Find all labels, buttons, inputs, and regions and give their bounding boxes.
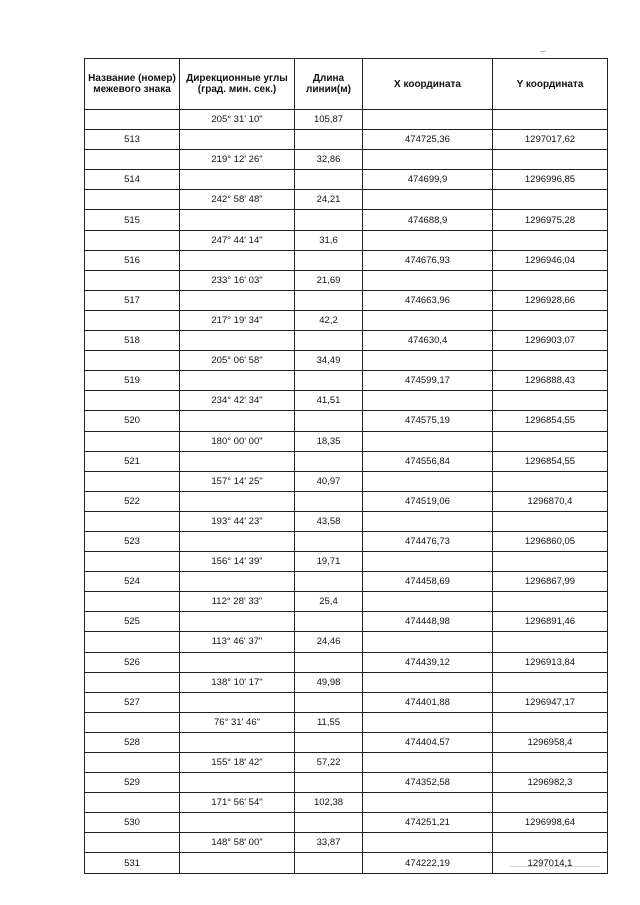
x-coordinate-cell xyxy=(363,270,493,290)
table-row xyxy=(85,692,608,712)
line-length-cell xyxy=(295,130,363,150)
line-length-cell: 57,22 xyxy=(295,753,363,773)
mark-name-cell: 522 xyxy=(85,491,180,511)
table-row xyxy=(85,833,608,853)
y-coordinate-cell xyxy=(493,471,608,491)
x-coordinate-cell xyxy=(363,511,493,531)
direction-angle-cell xyxy=(180,290,295,310)
table-row xyxy=(85,170,608,190)
direction-angle-cell xyxy=(180,451,295,471)
direction-angle-cell xyxy=(180,773,295,793)
x-coordinate-cell xyxy=(363,632,493,652)
y-coordinate-cell xyxy=(493,150,608,170)
mark-name-cell: 518 xyxy=(85,331,180,351)
y-coordinate-cell xyxy=(493,351,608,371)
line-length-cell: 105,87 xyxy=(295,110,363,130)
y-coordinate-cell: 1296982,3 xyxy=(493,773,608,793)
y-coordinate-cell xyxy=(493,712,608,732)
line-length-cell xyxy=(295,411,363,431)
mark-name-cell: 524 xyxy=(85,572,180,592)
line-length-cell xyxy=(295,572,363,592)
mark-name-cell: 525 xyxy=(85,612,180,632)
line-length-cell xyxy=(295,210,363,230)
x-coordinate-cell xyxy=(363,431,493,451)
direction-angle-cell xyxy=(180,411,295,431)
line-length-cell xyxy=(295,491,363,511)
direction-angle-cell xyxy=(180,331,295,351)
table-row xyxy=(85,813,608,833)
line-length-cell xyxy=(295,170,363,190)
table-row xyxy=(85,672,608,692)
table-row xyxy=(85,190,608,210)
direction-angle-cell: 138° 10' 17" xyxy=(180,672,295,692)
direction-angle-cell: 217° 19' 34" xyxy=(180,310,295,330)
line-length-cell xyxy=(295,652,363,672)
y-coordinate-cell: 1296891,46 xyxy=(493,612,608,632)
y-coordinate-cell: 1297017,62 xyxy=(493,130,608,150)
y-coordinate-cell xyxy=(493,552,608,572)
x-coordinate-cell xyxy=(363,712,493,732)
direction-angle-cell xyxy=(180,130,295,150)
x-coordinate-cell xyxy=(363,110,493,130)
mark-name-cell: 517 xyxy=(85,290,180,310)
line-length-cell: 24,21 xyxy=(295,190,363,210)
mark-name-cell xyxy=(85,190,180,210)
header-line-length: Длина линии(м) xyxy=(295,59,363,110)
table-row xyxy=(85,270,608,290)
direction-angle-cell xyxy=(180,813,295,833)
x-coordinate-cell xyxy=(363,672,493,692)
direction-angle-cell: 247° 44' 14" xyxy=(180,230,295,250)
x-coordinate-cell xyxy=(363,552,493,572)
x-coordinate-cell xyxy=(363,391,493,411)
line-length-cell: 25,4 xyxy=(295,592,363,612)
x-coordinate-cell xyxy=(363,753,493,773)
table-row xyxy=(85,632,608,652)
line-length-cell: 32,86 xyxy=(295,150,363,170)
direction-angle-cell: 219° 12' 26" xyxy=(180,150,295,170)
x-coordinate-cell: 474599,17 xyxy=(363,371,493,391)
x-coordinate-cell: 474663,96 xyxy=(363,290,493,310)
mark-name-cell: 530 xyxy=(85,813,180,833)
table-row xyxy=(85,511,608,531)
y-coordinate-cell: 1296867,99 xyxy=(493,572,608,592)
y-coordinate-cell xyxy=(493,672,608,692)
x-coordinate-cell: 474458,69 xyxy=(363,572,493,592)
direction-angle-cell xyxy=(180,853,295,873)
direction-angle-cell: 156° 14' 39" xyxy=(180,552,295,572)
mark-name-cell: 528 xyxy=(85,732,180,752)
table-row xyxy=(85,471,608,491)
y-coordinate-cell xyxy=(493,270,608,290)
line-length-cell xyxy=(295,250,363,270)
direction-angle-cell: 157° 14' 25" xyxy=(180,471,295,491)
direction-angle-cell xyxy=(180,692,295,712)
mark-name-cell: 523 xyxy=(85,531,180,551)
y-coordinate-cell: 1296998,64 xyxy=(493,813,608,833)
direction-angle-cell: 76° 31' 46" xyxy=(180,712,295,732)
x-coordinate-cell xyxy=(363,592,493,612)
line-length-cell: 34,49 xyxy=(295,351,363,371)
boundary-marks-table xyxy=(84,58,608,874)
mark-name-cell xyxy=(85,632,180,652)
mark-name-cell xyxy=(85,471,180,491)
direction-angle-cell xyxy=(180,612,295,632)
line-length-cell xyxy=(295,290,363,310)
x-coordinate-cell: 474676,93 xyxy=(363,250,493,270)
direction-angle-cell: 193° 44' 23" xyxy=(180,511,295,531)
line-length-cell: 18,35 xyxy=(295,431,363,451)
table-row xyxy=(85,230,608,250)
header-mark-name: Название (номер) межевого знака xyxy=(85,59,180,110)
x-coordinate-cell: 474688,9 xyxy=(363,210,493,230)
y-coordinate-cell xyxy=(493,391,608,411)
x-coordinate-cell xyxy=(363,833,493,853)
y-coordinate-cell xyxy=(493,632,608,652)
mark-name-cell xyxy=(85,110,180,130)
y-coordinate-cell: 1296947,17 xyxy=(493,692,608,712)
x-coordinate-cell: 474352,58 xyxy=(363,773,493,793)
line-length-cell: 43,58 xyxy=(295,511,363,531)
header-y-coordinate: Y координата xyxy=(493,59,608,110)
x-coordinate-cell: 474222,19 xyxy=(363,853,493,873)
y-coordinate-cell: 1296870,4 xyxy=(493,491,608,511)
mark-name-cell xyxy=(85,351,180,371)
x-coordinate-cell: 474519,06 xyxy=(363,491,493,511)
direction-angle-cell: 205° 06' 58" xyxy=(180,351,295,371)
table-row xyxy=(85,853,608,873)
x-coordinate-cell: 474401,88 xyxy=(363,692,493,712)
x-coordinate-cell xyxy=(363,310,493,330)
direction-angle-cell: 180° 00' 00" xyxy=(180,431,295,451)
mark-name-cell: 513 xyxy=(85,130,180,150)
direction-angle-cell xyxy=(180,491,295,511)
mark-name-cell xyxy=(85,310,180,330)
line-length-cell xyxy=(295,371,363,391)
table-row xyxy=(85,612,608,632)
y-coordinate-cell: 1296888,43 xyxy=(493,371,608,391)
line-length-cell: 21,69 xyxy=(295,270,363,290)
line-length-cell xyxy=(295,773,363,793)
table-row xyxy=(85,391,608,411)
table-row xyxy=(85,290,608,310)
y-coordinate-cell: 1296928,66 xyxy=(493,290,608,310)
mark-name-cell: 529 xyxy=(85,773,180,793)
x-coordinate-cell: 474439,12 xyxy=(363,652,493,672)
line-length-cell xyxy=(295,451,363,471)
line-length-cell xyxy=(295,692,363,712)
table-row xyxy=(85,491,608,511)
header-x-coordinate: X координата xyxy=(363,59,493,110)
y-coordinate-cell xyxy=(493,592,608,612)
mark-name-cell xyxy=(85,431,180,451)
y-coordinate-cell: 1296913,84 xyxy=(493,652,608,672)
mark-name-cell xyxy=(85,391,180,411)
table-row xyxy=(85,130,608,150)
table-row xyxy=(85,110,608,130)
mark-name-cell xyxy=(85,753,180,773)
direction-angle-cell: 233° 16' 03" xyxy=(180,270,295,290)
line-length-cell xyxy=(295,732,363,752)
table-row xyxy=(85,531,608,551)
mark-name-cell: 516 xyxy=(85,250,180,270)
mark-name-cell: 531 xyxy=(85,853,180,873)
y-coordinate-cell xyxy=(493,833,608,853)
direction-angle-cell xyxy=(180,371,295,391)
x-coordinate-cell xyxy=(363,471,493,491)
x-coordinate-cell: 474575,19 xyxy=(363,411,493,431)
direction-angle-cell: 171° 56' 54" xyxy=(180,793,295,813)
direction-angle-cell: 155° 18' 42" xyxy=(180,753,295,773)
table-row xyxy=(85,351,608,371)
direction-angle-cell xyxy=(180,250,295,270)
table-row xyxy=(85,592,608,612)
y-coordinate-cell: 1296958,4 xyxy=(493,732,608,752)
direction-angle-cell xyxy=(180,170,295,190)
mark-name-cell xyxy=(85,833,180,853)
table-row xyxy=(85,732,608,752)
direction-angle-cell: 242° 58' 48" xyxy=(180,190,295,210)
mark-name-cell: 515 xyxy=(85,210,180,230)
table-header-row xyxy=(85,59,608,110)
direction-angle-cell xyxy=(180,210,295,230)
y-coordinate-cell xyxy=(493,230,608,250)
x-coordinate-cell xyxy=(363,230,493,250)
line-length-cell: 49,98 xyxy=(295,672,363,692)
x-coordinate-cell: 474725,36 xyxy=(363,130,493,150)
mark-name-cell: 527 xyxy=(85,692,180,712)
line-length-cell: 33,87 xyxy=(295,833,363,853)
x-coordinate-cell: 474476,73 xyxy=(363,531,493,551)
direction-angle-cell xyxy=(180,531,295,551)
line-length-cell: 24,46 xyxy=(295,632,363,652)
y-coordinate-cell xyxy=(493,511,608,531)
mark-name-cell xyxy=(85,712,180,732)
y-coordinate-cell xyxy=(493,753,608,773)
direction-angle-cell: 113° 46' 37" xyxy=(180,632,295,652)
mark-name-cell xyxy=(85,511,180,531)
x-coordinate-cell: 474556,84 xyxy=(363,451,493,471)
y-coordinate-cell xyxy=(493,431,608,451)
y-coordinate-cell xyxy=(493,793,608,813)
line-length-cell: 41,51 xyxy=(295,391,363,411)
table-row xyxy=(85,753,608,773)
y-coordinate-cell xyxy=(493,190,608,210)
table-row xyxy=(85,371,608,391)
table-row xyxy=(85,310,608,330)
mark-name-cell: 520 xyxy=(85,411,180,431)
line-length-cell: 42,2 xyxy=(295,310,363,330)
y-coordinate-cell xyxy=(493,310,608,330)
table-row xyxy=(85,250,608,270)
table-row xyxy=(85,411,608,431)
mark-name-cell xyxy=(85,552,180,572)
y-coordinate-cell: 1296946,04 xyxy=(493,250,608,270)
mark-name-cell xyxy=(85,672,180,692)
table-row xyxy=(85,150,608,170)
table-row xyxy=(85,572,608,592)
mark-name-cell xyxy=(85,793,180,813)
x-coordinate-cell: 474630,4 xyxy=(363,331,493,351)
x-coordinate-cell xyxy=(363,150,493,170)
direction-angle-cell xyxy=(180,732,295,752)
table-row xyxy=(85,712,608,732)
y-coordinate-cell: 1297014,1 xyxy=(493,853,608,873)
line-length-cell xyxy=(295,853,363,873)
direction-angle-cell: 148° 58' 00" xyxy=(180,833,295,853)
table-row xyxy=(85,793,608,813)
mark-name-cell xyxy=(85,592,180,612)
mark-name-cell: 521 xyxy=(85,451,180,471)
table-row xyxy=(85,652,608,672)
y-coordinate-cell: 1296903,07 xyxy=(493,331,608,351)
line-length-cell: 31,6 xyxy=(295,230,363,250)
table-row xyxy=(85,431,608,451)
x-coordinate-cell: 474251,21 xyxy=(363,813,493,833)
x-coordinate-cell xyxy=(363,351,493,371)
direction-angle-cell: 205° 31' 10" xyxy=(180,110,295,130)
scan-artifact xyxy=(540,51,546,52)
direction-angle-cell xyxy=(180,572,295,592)
direction-angle-cell xyxy=(180,652,295,672)
mark-name-cell: 514 xyxy=(85,170,180,190)
x-coordinate-cell xyxy=(363,190,493,210)
table-row xyxy=(85,210,608,230)
y-coordinate-cell: 1296854,55 xyxy=(493,411,608,431)
header-direction-angles: Дирекционные углы (град. мин. сек.) xyxy=(180,59,295,110)
table-row xyxy=(85,552,608,572)
line-length-cell xyxy=(295,612,363,632)
table-row xyxy=(85,451,608,471)
table-row xyxy=(85,331,608,351)
y-coordinate-cell: 1296860,05 xyxy=(493,531,608,551)
table-row xyxy=(85,773,608,793)
line-length-cell xyxy=(295,531,363,551)
mark-name-cell xyxy=(85,150,180,170)
mark-name-cell: 526 xyxy=(85,652,180,672)
y-coordinate-cell: 1296975,28 xyxy=(493,210,608,230)
y-coordinate-cell: 1296996,85 xyxy=(493,170,608,190)
y-coordinate-cell xyxy=(493,110,608,130)
x-coordinate-cell: 474448,98 xyxy=(363,612,493,632)
table-body xyxy=(85,110,608,874)
direction-angle-cell: 112° 28' 33" xyxy=(180,592,295,612)
x-coordinate-cell xyxy=(363,793,493,813)
x-coordinate-cell: 474404,57 xyxy=(363,732,493,752)
line-length-cell: 102,38 xyxy=(295,793,363,813)
line-length-cell: 40,97 xyxy=(295,471,363,491)
line-length-cell xyxy=(295,813,363,833)
mark-name-cell xyxy=(85,270,180,290)
x-coordinate-cell: 474699,9 xyxy=(363,170,493,190)
mark-name-cell: 519 xyxy=(85,371,180,391)
line-length-cell: 19,71 xyxy=(295,552,363,572)
line-length-cell xyxy=(295,331,363,351)
line-length-cell: 11,55 xyxy=(295,712,363,732)
y-coordinate-cell: 1296854,55 xyxy=(493,451,608,471)
mark-name-cell xyxy=(85,230,180,250)
direction-angle-cell: 234° 42' 34" xyxy=(180,391,295,411)
